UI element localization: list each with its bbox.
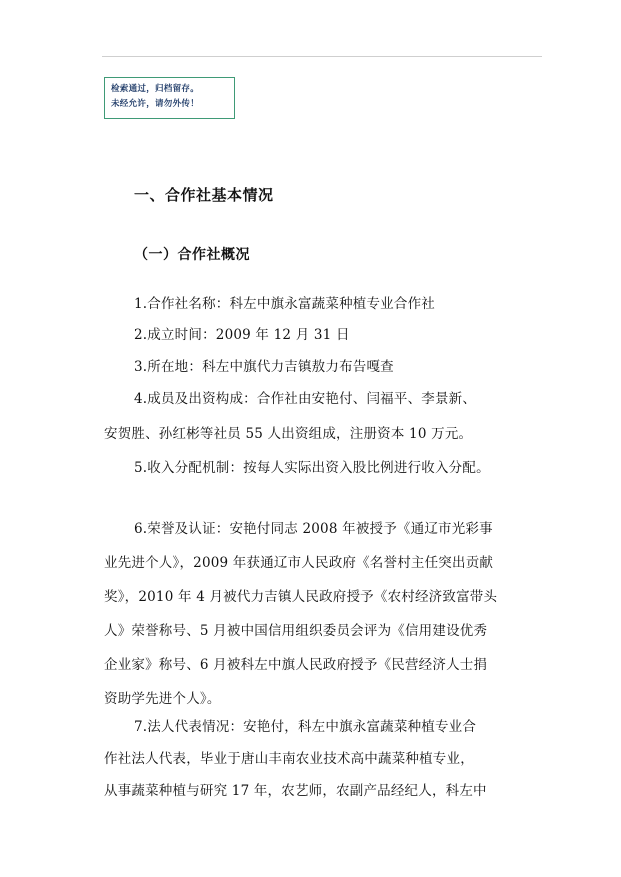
section-heading: 一、合作社基本情况 — [134, 186, 274, 204]
subsection-heading: （一）合作社概况 — [134, 247, 250, 263]
paragraph-line: 6.荣誉及认证：安艳付同志 2008 年被授予《通辽市光彩事 — [134, 521, 493, 537]
paragraph-line: 作社法人代表，毕业于唐山丰南农业技术高中蔬菜种植专业， — [104, 751, 474, 767]
stamp-line-2: 未经允许，请勿外传！ — [111, 99, 200, 109]
paragraph-line: 2.成立时间：2009 年 12 月 31 日 — [134, 327, 350, 343]
paragraph-line: 7.法人代表情况：安艳付，科左中旗永富蔬菜种植专业合 — [134, 719, 477, 735]
paragraph-line: 人》荣誉称号、5 月被中国信用组织委员会评为《信用建设优秀 — [104, 623, 488, 639]
paragraph-line: 资助学先进个人》。 — [104, 691, 221, 707]
paragraph-line: 4.成员及出资构成：合作社由安艳付、闫福平、李景新、 — [134, 391, 477, 407]
paragraph-line: 业先进个人》，2009 年获通辽市人民政府《名誉村主任突出贡献 — [104, 555, 494, 571]
stamp-line-1: 检索通过，归档留存。 — [111, 84, 200, 94]
paragraph-line: 安贺胜、孙红彬等社员 55 人出资组成，注册资本 10 万元。 — [104, 426, 473, 442]
paragraph-line: 1.合作社名称：科左中旗永富蔬菜种植专业合作社 — [134, 296, 435, 312]
paragraph-line: 5.收入分配机制：按每人实际出资入股比例进行收入分配。 — [134, 460, 490, 476]
paragraph-line: 从事蔬菜种植与研究 17 年，农艺师，农副产品经纪人，科左中 — [104, 783, 487, 799]
archive-stamp — [104, 77, 235, 119]
header-rule — [102, 56, 542, 57]
paragraph-line: 3.所在地：科左中旗代力吉镇敖力布告嘎查 — [134, 359, 394, 375]
paragraph-line: 企业家》称号、6 月被科左中旗人民政府授予《民营经济人士捐 — [104, 657, 488, 673]
paragraph-line: 奖》，2010 年 4 月被代力吉镇人民政府授予《农村经济致富带头 — [104, 589, 498, 605]
